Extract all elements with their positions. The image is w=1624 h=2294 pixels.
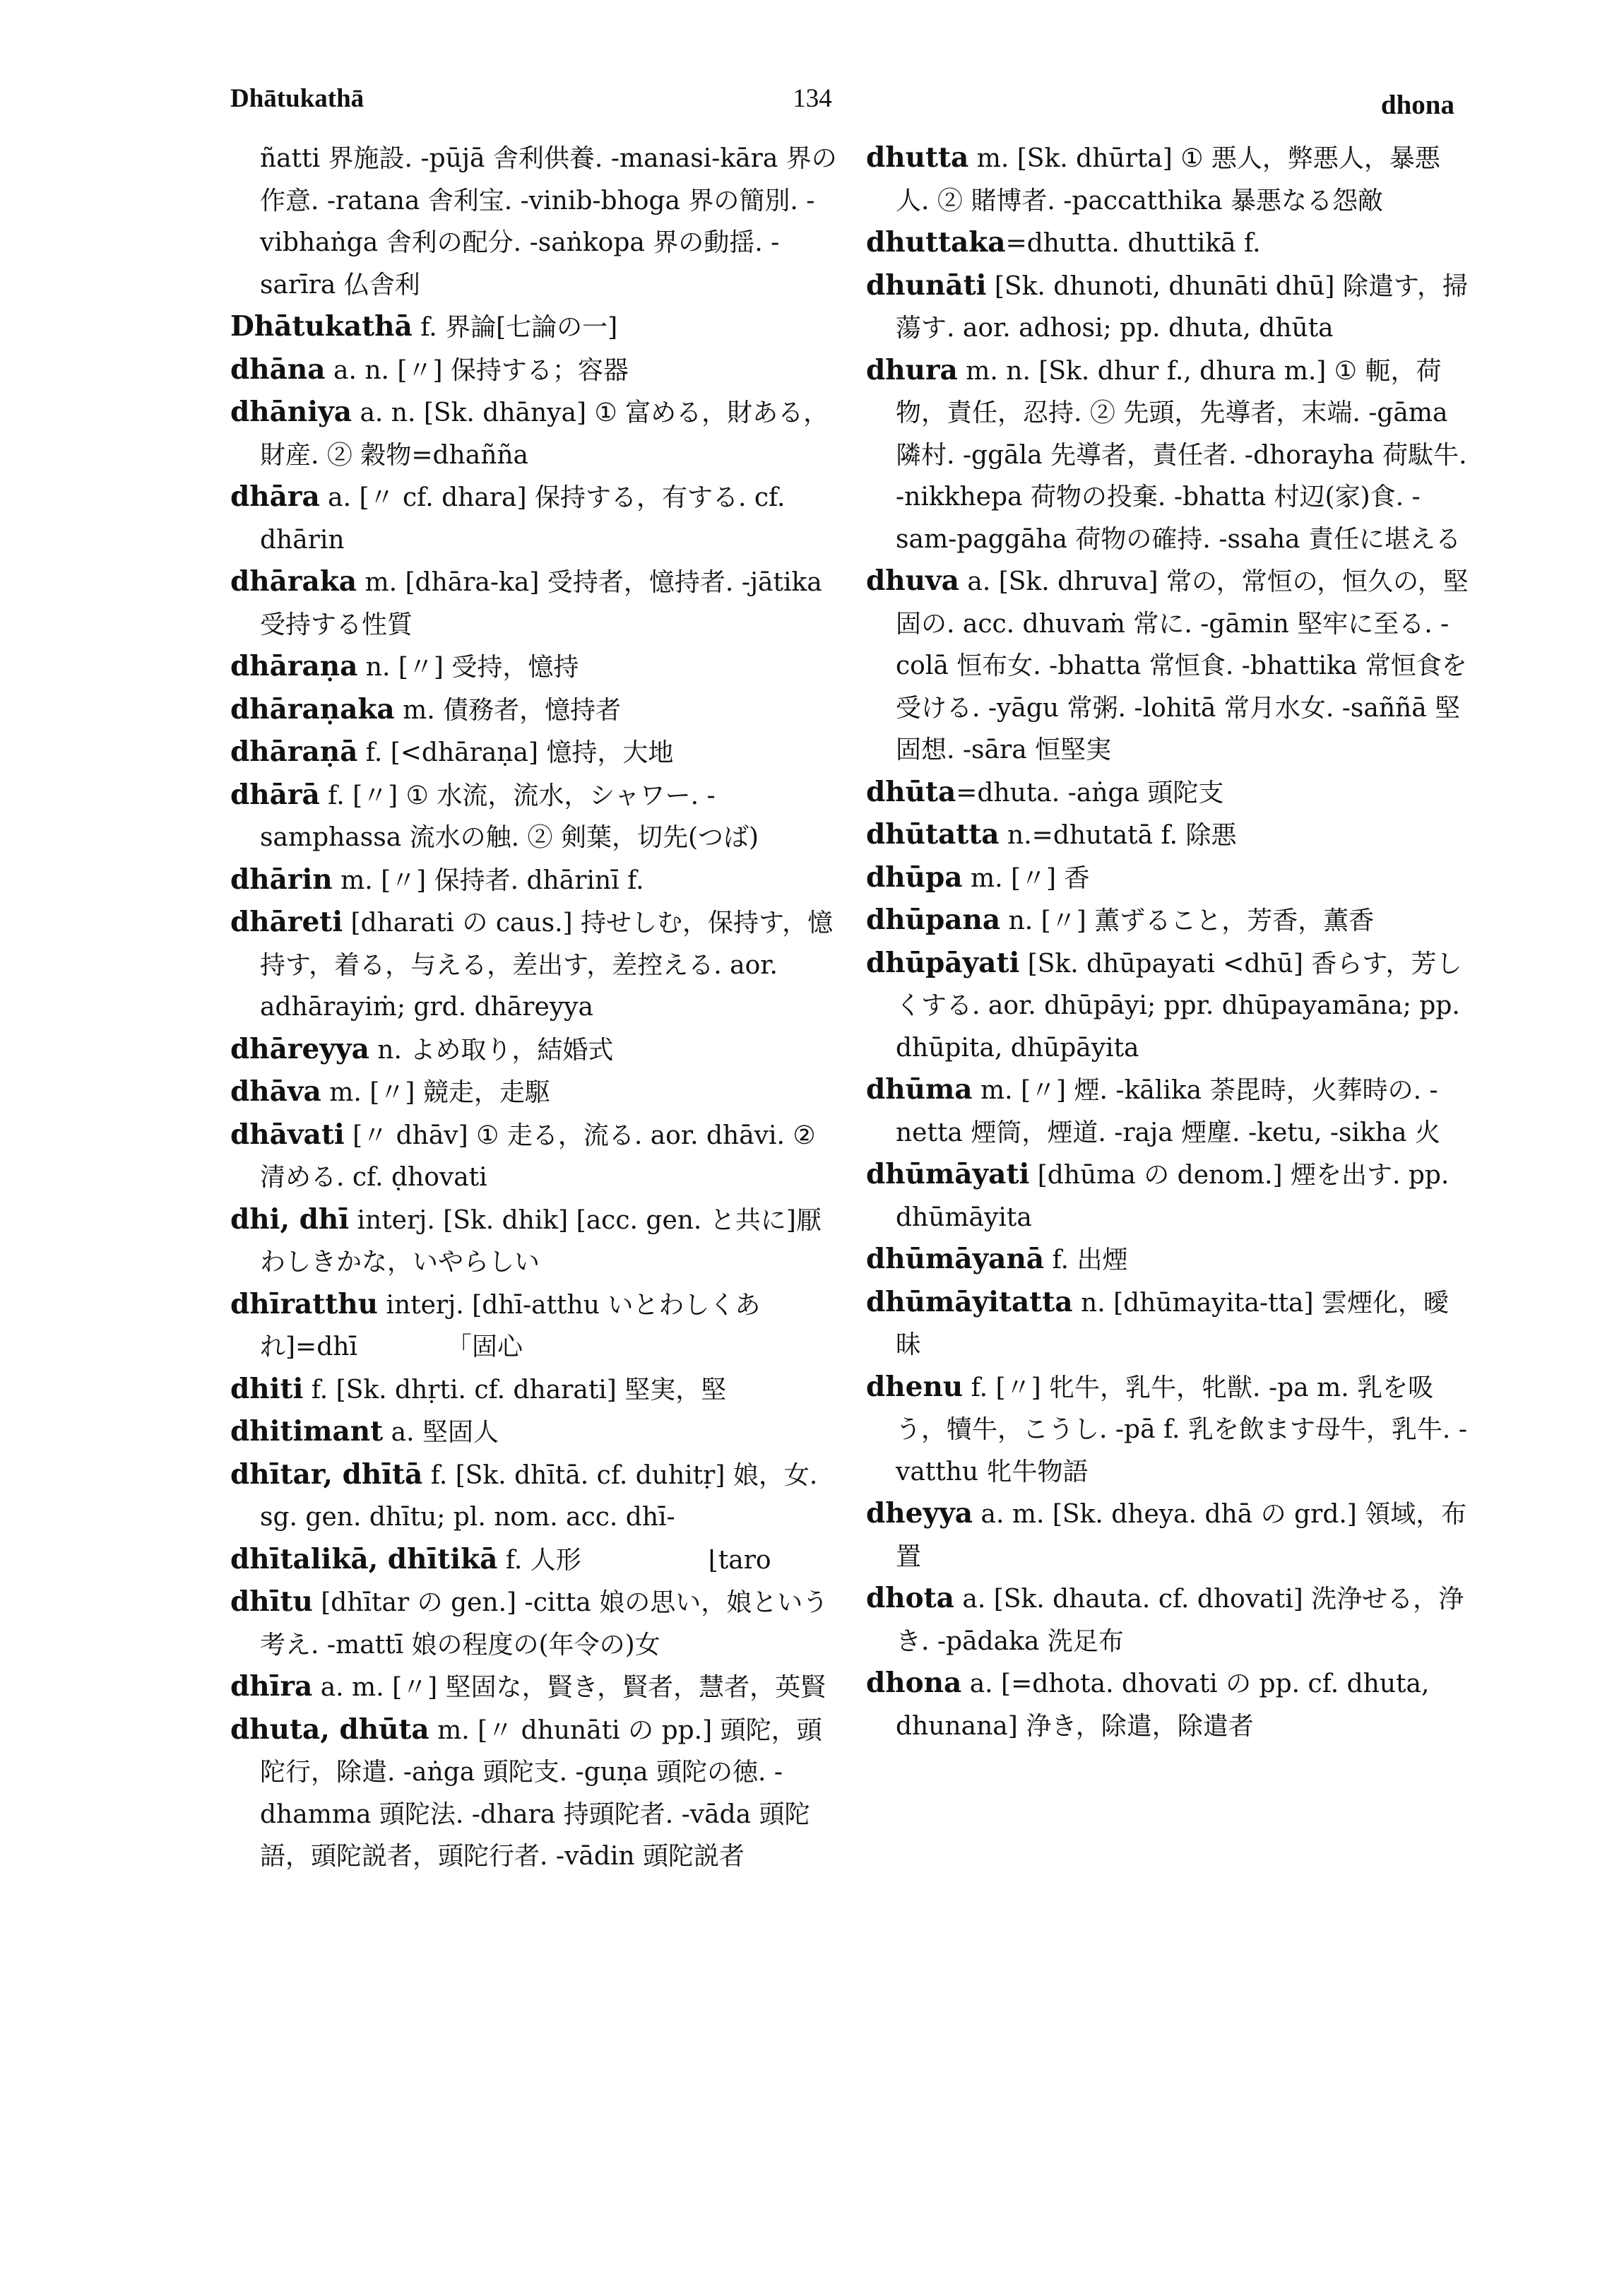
entry-definition: a. [=dhota. dhovati の pp. cf. dhuta, dhunana] 浄き，除遣，除遣者 xyxy=(896,1669,1430,1741)
entry-definition: n. [dhūmayita-tta] 雲煙化，曖昧 xyxy=(896,1288,1449,1359)
dictionary-entry xyxy=(866,1154,1474,1238)
entry-definition: interj. [Sk. dhik] [acc. gen. と共に]厭わしきかな，いやらしい xyxy=(260,1205,822,1277)
dictionary-entry xyxy=(230,1199,838,1284)
dictionary-entry xyxy=(230,137,838,306)
page-number: 134 xyxy=(793,84,832,113)
dictionary-entry xyxy=(866,1578,1474,1662)
dictionary-entry xyxy=(866,1069,1474,1154)
entry-headword: dhāraka xyxy=(230,565,357,598)
entry-definition: [Sk. dhunoti, dhunāti dhū] 除遣す，掃蕩す. aor. adhosi; pp. dhuta, dhūta xyxy=(896,271,1468,343)
entry-definition: f. 出煙 xyxy=(1044,1246,1128,1275)
dictionary-entry xyxy=(866,222,1474,265)
entry-headword: dhūma xyxy=(866,1073,973,1106)
entry-definition: a. m. [〃] 堅固な，賢き，賢者，慧者，英賢 xyxy=(312,1673,826,1702)
dictionary-entry xyxy=(230,859,838,902)
entry-definition: f. 人形 ⌊taro xyxy=(497,1545,771,1575)
dictionary-entry xyxy=(866,1366,1474,1494)
entry-definition: a. m. [Sk. dheya. dhā の grd.] 領域，布置 xyxy=(896,1500,1467,1571)
entry-headword: dhi, dhī xyxy=(230,1202,350,1236)
dictionary-entry xyxy=(230,1368,838,1412)
entry-definition: m. [〃] 競走，走駆 xyxy=(321,1078,550,1107)
entry-definition: f. [Sk. dhṛti. cf. dharati] 堅実，堅 xyxy=(303,1375,727,1405)
entry-definition: a. [〃 cf. dhara] 保持する，有する. cf. dhārin xyxy=(260,483,786,555)
entry-definition: m. 債務者，憶持者 xyxy=(394,695,622,725)
entry-headword: dhītu xyxy=(230,1585,313,1618)
dictionary-entry xyxy=(866,1493,1474,1578)
entry-definition: m. [Sk. dhūrta] ① 悪人，弊悪人，暴悪人. ② 賭博者. -paccatthika 暴悪なる怨敵 xyxy=(896,144,1440,215)
entry-headword: dhona xyxy=(866,1667,962,1699)
dictionary-entry xyxy=(230,1071,838,1114)
entry-headword: dhāva xyxy=(230,1075,321,1108)
entry-definition: [〃 dhāv] ① 走る，流る. aor. dhāvi. ② 清める. cf. ḍhovati xyxy=(260,1121,816,1192)
dictionary-entry xyxy=(230,1709,838,1878)
entry-headword: dhenu xyxy=(866,1370,964,1403)
entry-headword: dhīra xyxy=(230,1670,313,1703)
dictionary-entry xyxy=(866,1282,1474,1366)
entry-headword: dhuva xyxy=(866,564,959,597)
entry-headword: dhāreti xyxy=(230,906,343,938)
dictionary-entry xyxy=(230,1029,838,1072)
entry-headword: dhūta xyxy=(866,775,956,808)
entry-definition: [dharati の caus.] 持せしむ，保持す，憶持す，着る，与える，差出す，差控える. aor. adhārayiṁ; grd. dhāreyya xyxy=(260,909,834,1022)
dictionary-entry xyxy=(230,1666,838,1709)
running-head xyxy=(0,83,1624,126)
entry-headword: dhāraṇā xyxy=(230,735,358,768)
entry-definition: m. [〃] 保持者. dhārinī f. xyxy=(332,865,644,895)
entry-headword: dhura xyxy=(866,353,958,386)
entry-definition: m. [〃] 煙. -kālika 荼毘時，火葬時の. -netta 煙筒，煙道. -raja 煙塵. -ketu, -sikha 火 xyxy=(896,1076,1440,1147)
entry-headword: Dhātukathā xyxy=(230,310,413,343)
entry-definition: n. よめ取り，結婚式 xyxy=(369,1035,614,1065)
entry-headword: dhāvati xyxy=(230,1118,345,1151)
entry-headword: dhūmāyati xyxy=(866,1158,1030,1190)
dictionary-entry xyxy=(230,1411,838,1454)
entry-definition: =dhutta. dhuttikā f. xyxy=(1005,229,1261,258)
entry-definition: f. [〃] 牝牛，乳牛，牝獣. -pa m. 乳を吸う，犢牛，こうし. -pā f. 乳を飲ます母牛，乳牛. -vatthu 牝牛物語 xyxy=(896,1373,1467,1486)
entry-headword: dhāraṇaka xyxy=(230,692,395,726)
entry-definition: =dhuta. -aṅga 頭陀支 xyxy=(956,778,1224,808)
entry-headword: dhāraṇa xyxy=(230,650,358,682)
dictionary-entry xyxy=(230,306,838,349)
dictionary-entry xyxy=(866,1662,1474,1747)
entry-definition: n. [〃] 受持，憶持 xyxy=(357,653,579,682)
entry-definition: f. [Sk. dhītā. cf. duhitṛ] 娘，女. sg. gen. dhītu; pl. nom. acc. dhī- xyxy=(260,1460,818,1532)
dictionary-entry xyxy=(230,774,838,859)
dictionary-entry xyxy=(230,646,838,689)
entry-definition: n.=dhutatā f. 除悪 xyxy=(999,821,1237,850)
entry-definition: interj. [dhī-atthu いとわしくあれ]=dhī 「固心 xyxy=(260,1290,761,1361)
left-column xyxy=(230,137,838,1878)
entry-headword: dhārā xyxy=(230,778,320,811)
entry-headword: dheyya xyxy=(866,1497,973,1530)
entry-definition: a. [Sk. dhauta. cf. dhovati] 洗浄せる，浄き. -pādaka 洗足布 xyxy=(896,1585,1464,1656)
header-right-guide-word: dhona xyxy=(1380,90,1454,120)
entry-headword: dhiti xyxy=(230,1372,304,1405)
entry-headword: dhitimant xyxy=(230,1415,384,1448)
entry-headword: dhūpana xyxy=(866,904,1001,936)
entry-definition: [dhītar の gen.] -citta 娘の思い，娘という考え. -mattī 娘の程度の(年令の)女 xyxy=(260,1588,829,1660)
entry-headword: dhutta xyxy=(866,141,969,174)
dictionary-entry xyxy=(230,1114,838,1199)
entry-definition: [Sk. dhūpayati <dhū] 香らす，芳しくする. aor. dhūpāyi; ppr. dhūpayamāna; pp. dhūpita, dhūpāyita xyxy=(896,949,1462,1063)
entry-definition: f. 界論[七論の一] xyxy=(412,313,618,342)
dictionary-entry xyxy=(866,899,1474,942)
right-column xyxy=(866,137,1474,1747)
dictionary-entry xyxy=(866,350,1474,561)
entry-headword: dhāna xyxy=(230,353,326,386)
entry-headword: dhūmāyitatta xyxy=(866,1285,1073,1318)
entry-definition: a. n. [Sk. dhānya] ① 富める，財ある，財産. ② 穀物=dhañña xyxy=(260,398,829,470)
dictionary-entry xyxy=(230,349,838,392)
dictionary-entry xyxy=(866,771,1474,815)
entry-definition: a. [Sk. dhruva] 常の，常恒の，恒久の，堅固の. acc. dhuvaṁ 常に. -gāmin 堅牢に至る. -colā 恒布女. -bhatta 常恒食. -bhattika 常恒食を受ける. -yāgu 常粥. -lohitā 常月水女. -saññā 堅固想. -sāra 恒堅実 xyxy=(896,567,1469,764)
entry-headword: dhārin xyxy=(230,863,333,896)
entry-definition: m. [dhāra-ka] 受持者，憶持者. -jātika 受持する性質 xyxy=(260,568,822,639)
entry-headword: dhīratthu xyxy=(230,1287,378,1320)
entry-definition: m. [〃] 香 xyxy=(962,863,1090,893)
dictionary-entry xyxy=(230,731,838,774)
entry-definition: f. [<dhāraṇa] 憶持，大地 xyxy=(357,738,674,767)
entry-headword: dhūmāyanā xyxy=(866,1243,1045,1275)
entry-definition: a. n. [〃] 保持する；容器 xyxy=(325,355,629,385)
dictionary-entry xyxy=(230,689,838,732)
entry-headword: dhunāti xyxy=(866,268,987,302)
dictionary-entry xyxy=(866,1238,1474,1282)
dictionary-entry xyxy=(230,1454,838,1539)
entry-definition: [dhūma の denom.] 煙を出す. pp. dhūmāyita xyxy=(896,1161,1450,1232)
entry-headword: dhāra xyxy=(230,480,320,513)
dictionary-entry xyxy=(866,942,1474,1070)
entry-headword: dhāniya xyxy=(230,396,352,428)
entry-headword: dhuttaka xyxy=(866,226,1006,259)
entry-headword: dhuta, dhūta xyxy=(230,1713,429,1746)
dictionary-entry xyxy=(866,857,1474,900)
entry-headword: dhītar, dhītā xyxy=(230,1458,423,1491)
dictionary-entry xyxy=(230,1539,838,1582)
entry-headword: dhūtatta xyxy=(866,818,1000,851)
entry-definition: ñatti 界施設. -pūjā 舎利供養. -manasi-kāra 界の作意. -ratana 舎利宝. -vinib-bhoga 界の簡別. -vibhaṅga 舎利の配分. -saṅkopa 界の動揺. -sarīra 仏舎利 xyxy=(260,144,837,300)
dictionary-entry xyxy=(230,1581,838,1666)
dictionary-entry xyxy=(230,561,838,646)
dictionary-entry xyxy=(866,814,1474,857)
dictionary-entry xyxy=(866,265,1474,350)
entry-definition: a. 堅固人 xyxy=(383,1418,499,1447)
entry-definition: f. [〃] ① 水流，流水，シャワー. -samphassa 流水の触. ② 剣葉，切先(つば) xyxy=(260,781,759,852)
entry-definition: m. [〃 dhunāti の pp.] 頭陀，頭陀行，除遣. -aṅga 頭陀支. -guṇa 頭陀の徳. -dhamma 頭陀法. -dhara 持頭陀者. -vāda 頭陀語，頭陀説者，頭陀行者. -vādin 頭陀説者 xyxy=(260,1715,822,1871)
dictionary-entry xyxy=(866,137,1474,222)
header-left-guide-word: Dhātukathā xyxy=(230,84,364,113)
entry-headword: dhota xyxy=(866,1582,954,1614)
dictionary-entry xyxy=(230,1284,838,1368)
entry-definition: n. [〃] 薫ずること，芳香，薫香 xyxy=(1000,906,1375,935)
entry-headword: dhūpa xyxy=(866,861,963,894)
dictionary-entry xyxy=(230,391,838,476)
dictionary-entry xyxy=(230,476,838,561)
dictionary-entry xyxy=(866,560,1474,771)
entry-headword: dhūpāyati xyxy=(866,946,1020,979)
dictionary-entry xyxy=(230,901,838,1029)
entry-headword: dhītalikā, dhītikā xyxy=(230,1542,498,1575)
entry-headword: dhāreyya xyxy=(230,1032,369,1065)
entry-definition: m. n. [Sk. dhur f., dhura m.] ① 軛，荷物，責任，忍持. ② 先頭，先導者，末端. -gāma 隣村. -ggāla 先導者，責任者. -dhorayha 荷駄牛. -nikkhepa 荷物の投棄. -bhatta 村辺(家)食. -sam-paggāha 荷物の確持. -ssaha 責任に堪える xyxy=(896,356,1467,554)
